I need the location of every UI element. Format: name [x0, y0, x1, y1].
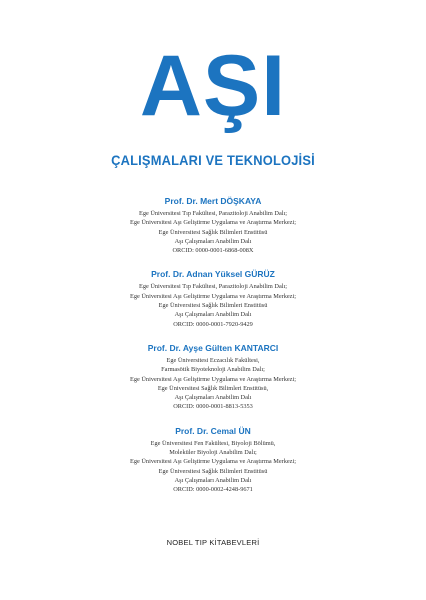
- orcid-line: ORCID: 0000-0001-8813-5353: [173, 403, 253, 411]
- orcid-line: ORCID: 0000-0001-6868-008X: [172, 247, 254, 255]
- orcid-line: ORCID: 0000-0001-7920-9429: [173, 320, 253, 328]
- affiliation-line: Ege Üniversitesi Aşı Geliştirme Uygulama ve Araştırma Merkezi;: [130, 292, 296, 300]
- author-block: [0, 425, 426, 495]
- orcid-line: ORCID: 0000-0002-4248-9671: [173, 486, 253, 494]
- author-name: Prof. Dr. Adnan Yüksel GÜRÜZ: [151, 269, 275, 280]
- affiliation-line: Ege Üniversitesi Sağlık Bilimleri Enstitüsü: [158, 467, 268, 475]
- author-name: Prof. Dr. Cemal ÜN: [175, 425, 251, 436]
- author-name: Prof. Dr. Mert DÖŞKAYA: [164, 196, 262, 206]
- affiliation-line: Ege Üniversitesi Sağlık Bilimleri Enstitüsü: [158, 228, 268, 236]
- affiliation-line: Ege Üniversitesi Eczacılık Fakültesi,: [166, 356, 260, 364]
- book-subtitle: ÇALIŞMALARI VE TEKNOLOJİSİ: [111, 152, 315, 168]
- affiliation-line: Aşı Çalışmaları Anabilim Dalı: [174, 311, 252, 319]
- affiliation-line: Ege Üniversitesi Tıp Fakültesi, Parazitoloji Anabilim Dalı;: [138, 283, 287, 291]
- affiliation-line: Ege Üniversitesi Aşı Geliştirme Uygulama ve Araştırma Merkezi;: [130, 375, 296, 383]
- author-block: [0, 268, 426, 328]
- affiliation-line: Farmasötik Biyoteknoloji Anabilim Dalı;: [161, 366, 265, 374]
- affiliation-line: Ege Üniversitesi Sağlık Bilimleri Enstitüsü,: [157, 384, 269, 392]
- author-block: [0, 342, 426, 412]
- affiliation-line: Moleküler Biyoloji Anabilim Dalı;: [169, 449, 257, 457]
- affiliation-line: Ege Üniversitesi Aşı Geliştirme Uygulama ve Araştırma Merkezi;: [130, 458, 296, 466]
- affiliation-line: Aşı Çalışmaları Anabilim Dalı: [174, 237, 252, 245]
- affiliation-line: Ege Üniversitesi Fen Fakültesi, Biyoloji Bölümü,: [150, 439, 276, 447]
- book-title: AŞI: [139, 38, 287, 134]
- affiliation-line: Ege Üniversitesi Tıp Fakültesi, Parazitoloji Anabilim Dalı;: [138, 210, 287, 217]
- author-block: [0, 195, 426, 255]
- affiliation-line: Aşı Çalışmaları Anabilim Dalı: [174, 476, 252, 484]
- author-list: [0, 195, 426, 508]
- author-name: Prof. Dr. Ayşe Gülten KANTARCI: [147, 342, 279, 353]
- affiliation-line: Ege Üniversitesi Sağlık Bilimleri Enstitüsü: [158, 302, 268, 310]
- affiliation-line: Ege Üniversitesi Aşı Geliştirme Uygulama ve Araştırma Merkezi;: [130, 219, 296, 227]
- publisher-name: NOBEL TIP KİTABEVLERİ: [166, 538, 260, 547]
- affiliation-line: Aşı Çalışmaları Anabilim Dalı: [174, 394, 252, 402]
